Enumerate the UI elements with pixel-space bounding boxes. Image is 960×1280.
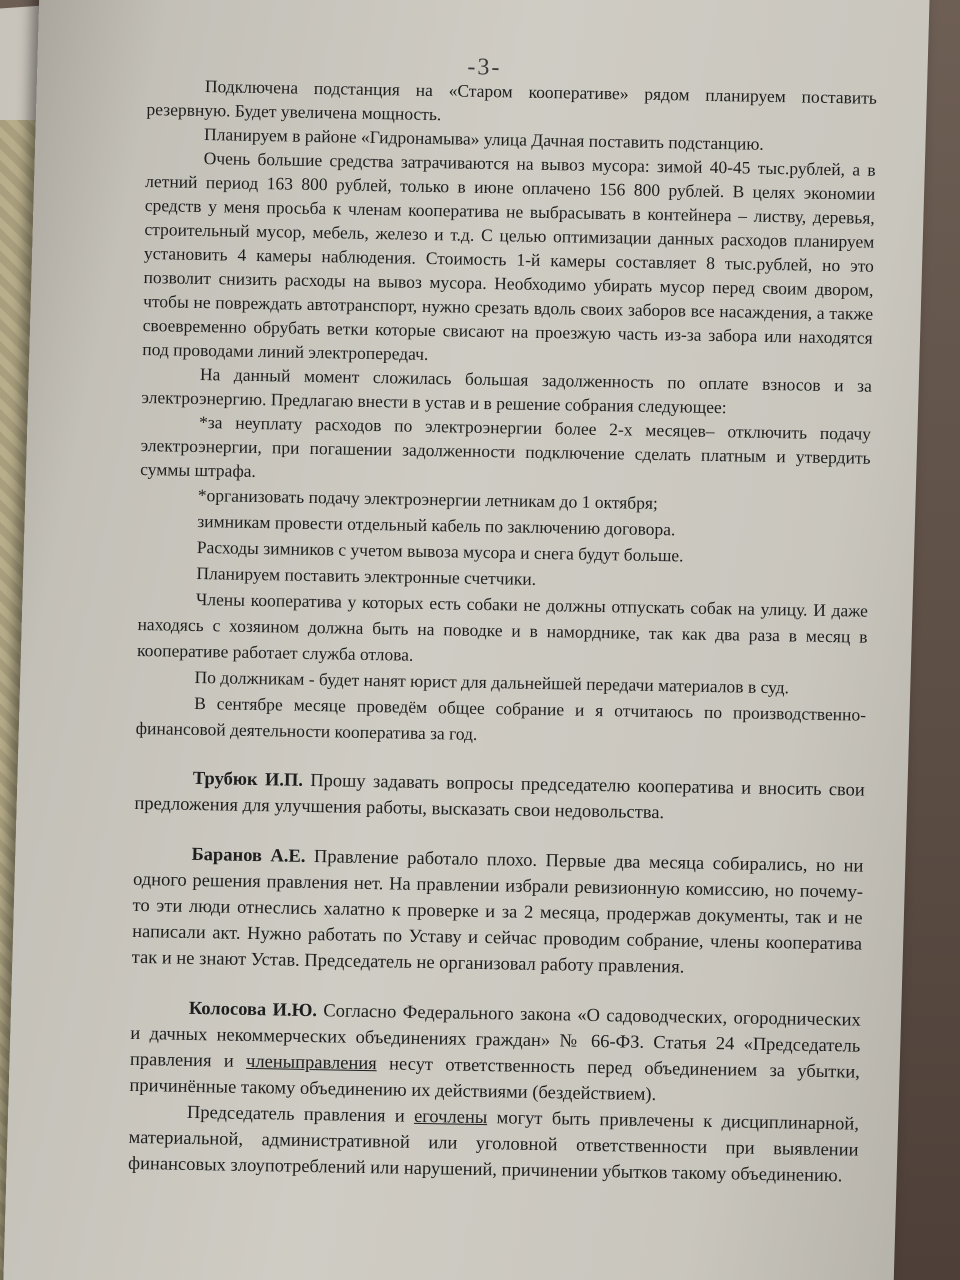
speech-text: несут ответственность перед объединением за убытки, причинённые такому объединению их действиями (бездействием). (129, 1054, 861, 1106)
page-number: -3- (467, 53, 502, 81)
speaker-name: Трубюк И.П. (192, 768, 304, 791)
speech-baranov (131, 841, 863, 984)
paragraph-debt: На данный момент сложилась большая задолженность по оплате взносов и за электроэнергию. Предлагаю внести в устав и в решение собрания следующее: (141, 364, 872, 418)
speech-text: Прошу задавать вопросы председателю кооператива и вносить свои предложения для улучшения работы, высказать свои недовольства. (134, 770, 865, 824)
paragraph-general-meeting: В сентябре месяце проведём общее собрание и я отчитаюсь по производственно-финансовой деятельности кооператива за год. (135, 692, 867, 744)
paragraph-winter-costs: Расходы зимников с учетом вывоза мусора и снега будут больше. (196, 536, 684, 566)
speech-text: Согласно Федерального закона «О садоводческих, огороднических и дачных некоммерческих объединениях граждан» № 66-ФЗ. Статья 24 «Председатель правления и (129, 1001, 861, 1072)
paragraph-substation-reserve: Подключена подстанция на «Старом кооперативе» рядом планируем поставить резервную. Будет увеличена мощность. (146, 76, 878, 125)
underlined-term: членыправления (245, 1051, 377, 1075)
paragraph-substation-plan: Планируем в районе «Гидронамыва» улица Дачная поставить подстанцию. (203, 124, 764, 154)
paragraph-winter-cable: зимникам провести отдельный кабель по заключению договора. (197, 510, 676, 540)
speaker-name: Колосова И.Ю. (188, 998, 318, 1022)
paragraph-proposal-disconnect: *за неуплату расходов по электроэнергии более 2-х месяцев– отключить подачу электроэнергии, при погашении задолженности подключение сделать платным и утвердить суммы штрафа. (140, 411, 872, 481)
speech-text: могут быть привлечены к дисциплинарной, материальной, административной или уголовной ответственности при выявлении финансовых злоупотреблений или нарушений, причинении убытков такому объединению. (127, 1108, 860, 1187)
speech-text: Председатель правления и (186, 1102, 415, 1127)
document-page (2, 0, 929, 1280)
paragraph-proposal-summer: *организовать подачу электроэнергии летникам до 1 октября; (197, 484, 659, 514)
speech-kolosova (129, 995, 861, 1112)
underlined-term: егочлены (413, 1106, 488, 1129)
speaker-name: Баранов А.Е. (191, 844, 306, 867)
paragraph-garbage-costs: Очень большие средства затрачиваются на вывоз мусора: зимой 40-45 тыс.рублей, а в летний период 163 800 рублей, только в июне оплачено 156 800 рублей. В целях экономии средств у меня просьба к членам кооператива не выбрасывать в контейнера – листву, деревья, строительный мусор, мебель, железо и т.д. С целью оптимизации данных расходов планируем установить 4 камеры наблюдения. Стоимость 1-й камеры составляет 8 тыс.рублей, но это позволит снизить расходы на вывоз мусора. Необходимо убирать мусор перед своим двором, чтобы не повреждать автотранспорт, нужно срезать вдоль своих заборов все насаждения, а также своевременно обрубать ветки которые свисают на проезжую часть из-за забора или находятся под проводами линий электропередач. (142, 148, 876, 364)
paragraph-debtors-lawyer: По должникам - будет нанят юрист для дальнейшей передачи материалов в суд. (194, 666, 790, 698)
speech-kolosova-continued (128, 1099, 859, 1190)
document-body (128, 73, 877, 1190)
speech-text: Правление работало плохо. Первые два месяца собирались, но ни одного решения правления нет. На правлении избрали ревизионную комиссию, но почему-то эти люди отнеслись халатно к проверке и за 2 месяца, продержав документы, так и не написали акт. Нужно работать по Уставу и сейчас проводим собрание, члены кооператива так и не знают Устав. Председатель не организовал работу правления. (131, 847, 864, 978)
paragraph-dogs: Члены кооператива у которых есть собаки не должны отпускать собак на улицу. И даже находясь с хозяином должна быть на поводке и в наморднике, так как два раза в месяц в кооперативе работает служба отлова. (136, 588, 869, 665)
paragraph-meters: Планируем поставить электронные счетчики. (196, 562, 537, 589)
